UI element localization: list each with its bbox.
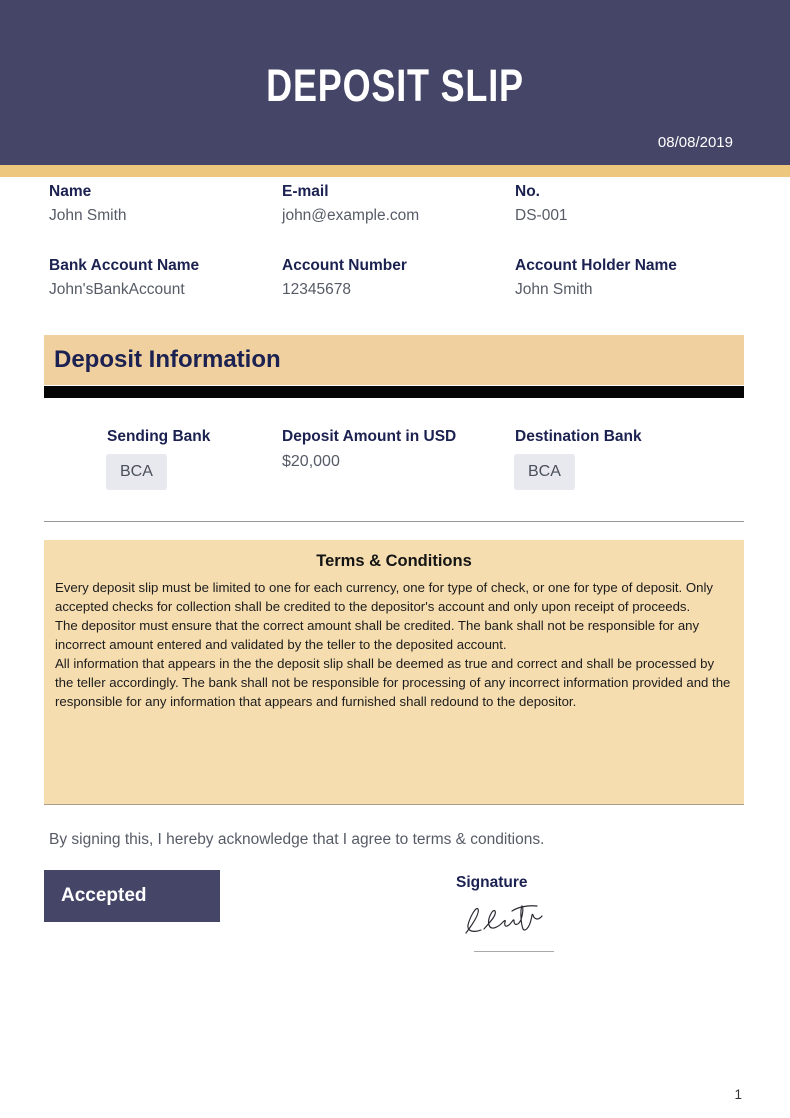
- acknowledgment-text: By signing this, I hereby acknowledge that I agree to terms & conditions.: [49, 831, 545, 848]
- document-date: 08/08/2019: [657, 134, 733, 151]
- terms-and-conditions-box: [44, 540, 744, 805]
- document-title: DEPOSIT SLIP: [266, 60, 524, 111]
- terms-paragraph: All information that appears in the the deposit slip shall be deemed as true and correct and shall be processed by the teller accordingly. The bank shall not be responsible for processing of any incorrect information provided and the responsible for any information that appears and furnished shall redound to the depositor.: [55, 656, 731, 709]
- signature-block: [456, 874, 560, 952]
- field-number: [510, 183, 744, 225]
- field-label: E-mail: [282, 183, 329, 200]
- document-header: [0, 0, 790, 165]
- signature-underline: [474, 951, 554, 952]
- deposit-section-header: [44, 335, 744, 385]
- field-destination-bank: [510, 428, 744, 490]
- field-value: John Smith: [49, 207, 127, 224]
- horizontal-divider: [44, 521, 744, 522]
- gold-accent-bar: [0, 165, 790, 177]
- terms-paragraph: Every deposit slip must be limited to one for each currency, one for type of check, or one for type of deposit. Only accepted checks for collection shall be credited to the depositor's account and only upon receipt of proceeds.: [55, 580, 713, 614]
- field-label: Account Holder Name: [515, 257, 677, 274]
- field-account-holder-name: [510, 257, 744, 299]
- field-value: John Smith: [515, 281, 593, 298]
- field-value: John'sBankAccount: [49, 281, 185, 298]
- terms-paragraph: The depositor must ensure that the correct amount shall be credited. The bank shall not be responsible for any incorrect amount entered and validated by the teller to the deposited account.: [55, 618, 700, 652]
- field-email: [277, 183, 510, 225]
- document-body: [0, 183, 790, 952]
- destination-bank-value-box: BCA: [514, 454, 575, 490]
- accepted-status-badge: Accepted: [44, 870, 220, 922]
- field-deposit-amount: [277, 428, 510, 490]
- signature-label: Signature: [456, 874, 528, 891]
- field-value: DS-001: [515, 207, 568, 224]
- section-divider-bar: [44, 386, 744, 398]
- deposit-amount-value: $20,000: [282, 453, 340, 470]
- field-label: Name: [49, 183, 92, 200]
- field-value: john@example.com: [282, 207, 420, 224]
- account-info-row-1: [44, 183, 744, 225]
- terms-text: [55, 578, 733, 711]
- footer-row: [44, 870, 744, 952]
- field-sending-bank: [44, 428, 277, 490]
- field-label: No.: [515, 183, 540, 200]
- field-bank-account-name: [44, 257, 277, 299]
- signature-image: [460, 900, 560, 951]
- field-label: Destination Bank: [515, 428, 642, 445]
- field-label: Account Number: [282, 257, 407, 274]
- field-value: 12345678: [282, 281, 351, 298]
- field-label: Sending Bank: [107, 428, 211, 445]
- account-info-row-2: [44, 257, 744, 299]
- field-name: [44, 183, 277, 225]
- field-label: Bank Account Name: [49, 257, 200, 274]
- field-account-number: [277, 257, 510, 299]
- deposit-section-title: Deposit Information: [54, 346, 281, 373]
- deposit-fields-row: [44, 428, 744, 490]
- field-label: Deposit Amount in USD: [282, 428, 457, 445]
- terms-title: Terms & Conditions: [316, 552, 472, 570]
- sending-bank-value-box: BCA: [106, 454, 167, 490]
- page-number: 1: [734, 1087, 742, 1102]
